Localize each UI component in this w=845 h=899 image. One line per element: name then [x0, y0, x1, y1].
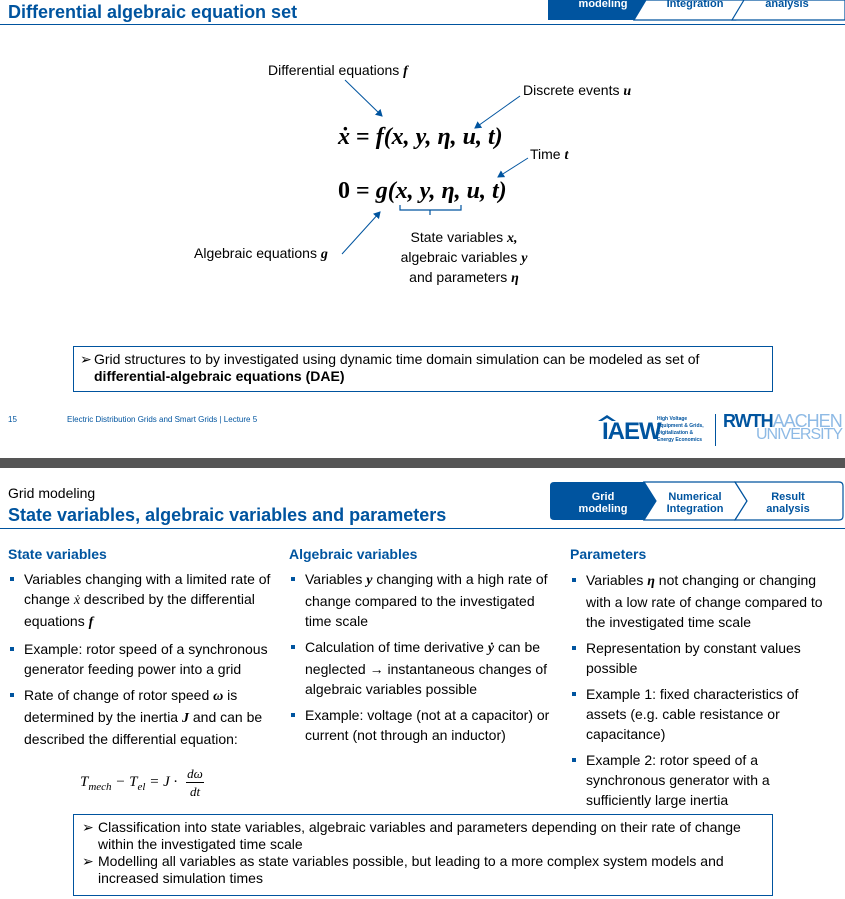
- label-algebraic-equations: Algebraic equations g: [194, 245, 328, 262]
- list-item: Example 2: rotor speed of a synchronous generator with a sufficiently large inertia: [570, 750, 838, 810]
- slide-divider: [0, 458, 845, 468]
- col-state-variables-heading: State variables: [8, 546, 107, 562]
- equation-algebraic: 0 = g(x, y, η, u, t): [338, 178, 507, 204]
- list-item: Variables y changing with a high rate of change compared to the investigated time scale: [289, 569, 557, 631]
- list-item: Variables η not changing or changing with a low rate of change compared to the investigated time scale: [570, 570, 838, 632]
- annotation-arrows: [0, 0, 845, 300]
- slide1-nav-modeling[interactable]: modeling: [578, 0, 628, 10]
- list-item: Example 1: fixed characteristics of assets (e.g. cable resistance or capacitance): [570, 684, 838, 744]
- slide2-title: State variables, algebraic variables and parameters: [8, 505, 447, 525]
- slide1-nav-analysis[interactable]: analysis: [765, 0, 809, 10]
- arrow-bullet-icon: ➢: [82, 819, 94, 835]
- list-item: Example: rotor speed of a synchronous generator feeding power into a grid: [8, 639, 276, 679]
- slide1-title: Differential algebraic equation set: [8, 2, 298, 22]
- slide2-nav-grid-modeling[interactable]: Grid modeling: [578, 491, 628, 515]
- iaew-logo: IAEW: [602, 418, 661, 445]
- arrow-bullet-icon: ➢: [82, 853, 94, 869]
- rwth-logo-university: UNIVERSITY: [756, 426, 843, 443]
- summary-item-classification: ➢ Classification into state variables, algebraic variables and parameters depending on their rate of change within the investigated time scale: [82, 819, 741, 852]
- iaew-logo-subtitle: High Voltage Equipment & Grids, Digitalization & Energy Economics: [657, 416, 704, 443]
- arrow-to-g: [342, 212, 380, 254]
- slide1-nav-integration[interactable]: Integration: [666, 0, 724, 10]
- logo-divider: [715, 414, 716, 446]
- slide2-summary-box: [73, 814, 773, 896]
- rwth-logo: RWTHAACHEN: [723, 411, 842, 431]
- slide2-nav-result-analysis[interactable]: Result analysis: [766, 491, 810, 515]
- label-time: Time t: [530, 146, 569, 163]
- arrow-bullet-icon: ➢: [80, 351, 92, 367]
- col-state-variables-list: [8, 569, 276, 755]
- label-differential-equations: Differential equations f: [268, 62, 408, 79]
- arrow-to-t: [498, 158, 528, 177]
- col-parameters-heading: Parameters: [570, 546, 647, 562]
- label-variables-block: State variables x, algebraic variables y and parameters η: [400, 229, 528, 286]
- brace-variables: [400, 205, 461, 215]
- footer-course: Electric Distribution Grids and Smart Grids | Lecture 5: [67, 415, 258, 424]
- slide2-nav-numerical-integration[interactable]: Numerical Integration: [666, 491, 724, 515]
- summary-item-modelling: ➢ Modelling all variables as state variables possible, but leading to a more complex system models and increased simulation times: [82, 853, 724, 886]
- slide2-subtitle: Grid modeling: [8, 485, 96, 501]
- col-parameters-list: [570, 570, 838, 816]
- col-algebraic-variables-list: [289, 569, 557, 751]
- arrow-to-f: [345, 80, 382, 116]
- list-item: Variables changing with a limited rate of change ẋ described by the differential equations f: [8, 569, 276, 633]
- list-item: Rate of change of rotor speed ω is determined by the inertia J and can be described the differential equation:: [8, 685, 276, 749]
- list-item: Example: voltage (not at a capacitor) or current (not through an inductor): [289, 705, 557, 745]
- equation-differential: ẋ = f(x, y, η, u, t): [338, 124, 503, 150]
- label-discrete-events: Discrete events u: [523, 82, 632, 99]
- arrow-to-u: [475, 96, 520, 128]
- list-item: Representation by constant values possible: [570, 638, 838, 678]
- footer-page-number: 15: [8, 415, 17, 424]
- list-item: Calculation of time derivative ẏ can be neglected → instantaneous changes of algebraic variables possible: [289, 637, 557, 699]
- slide1-summary-box: ➢ Grid structures to by investigated using dynamic time domain simulation can be modeled as set of differential-algebraic equations (DAE): [73, 346, 773, 392]
- col-algebraic-variables-heading: Algebraic variables: [289, 546, 418, 562]
- slide2-title-rule: [0, 528, 845, 529]
